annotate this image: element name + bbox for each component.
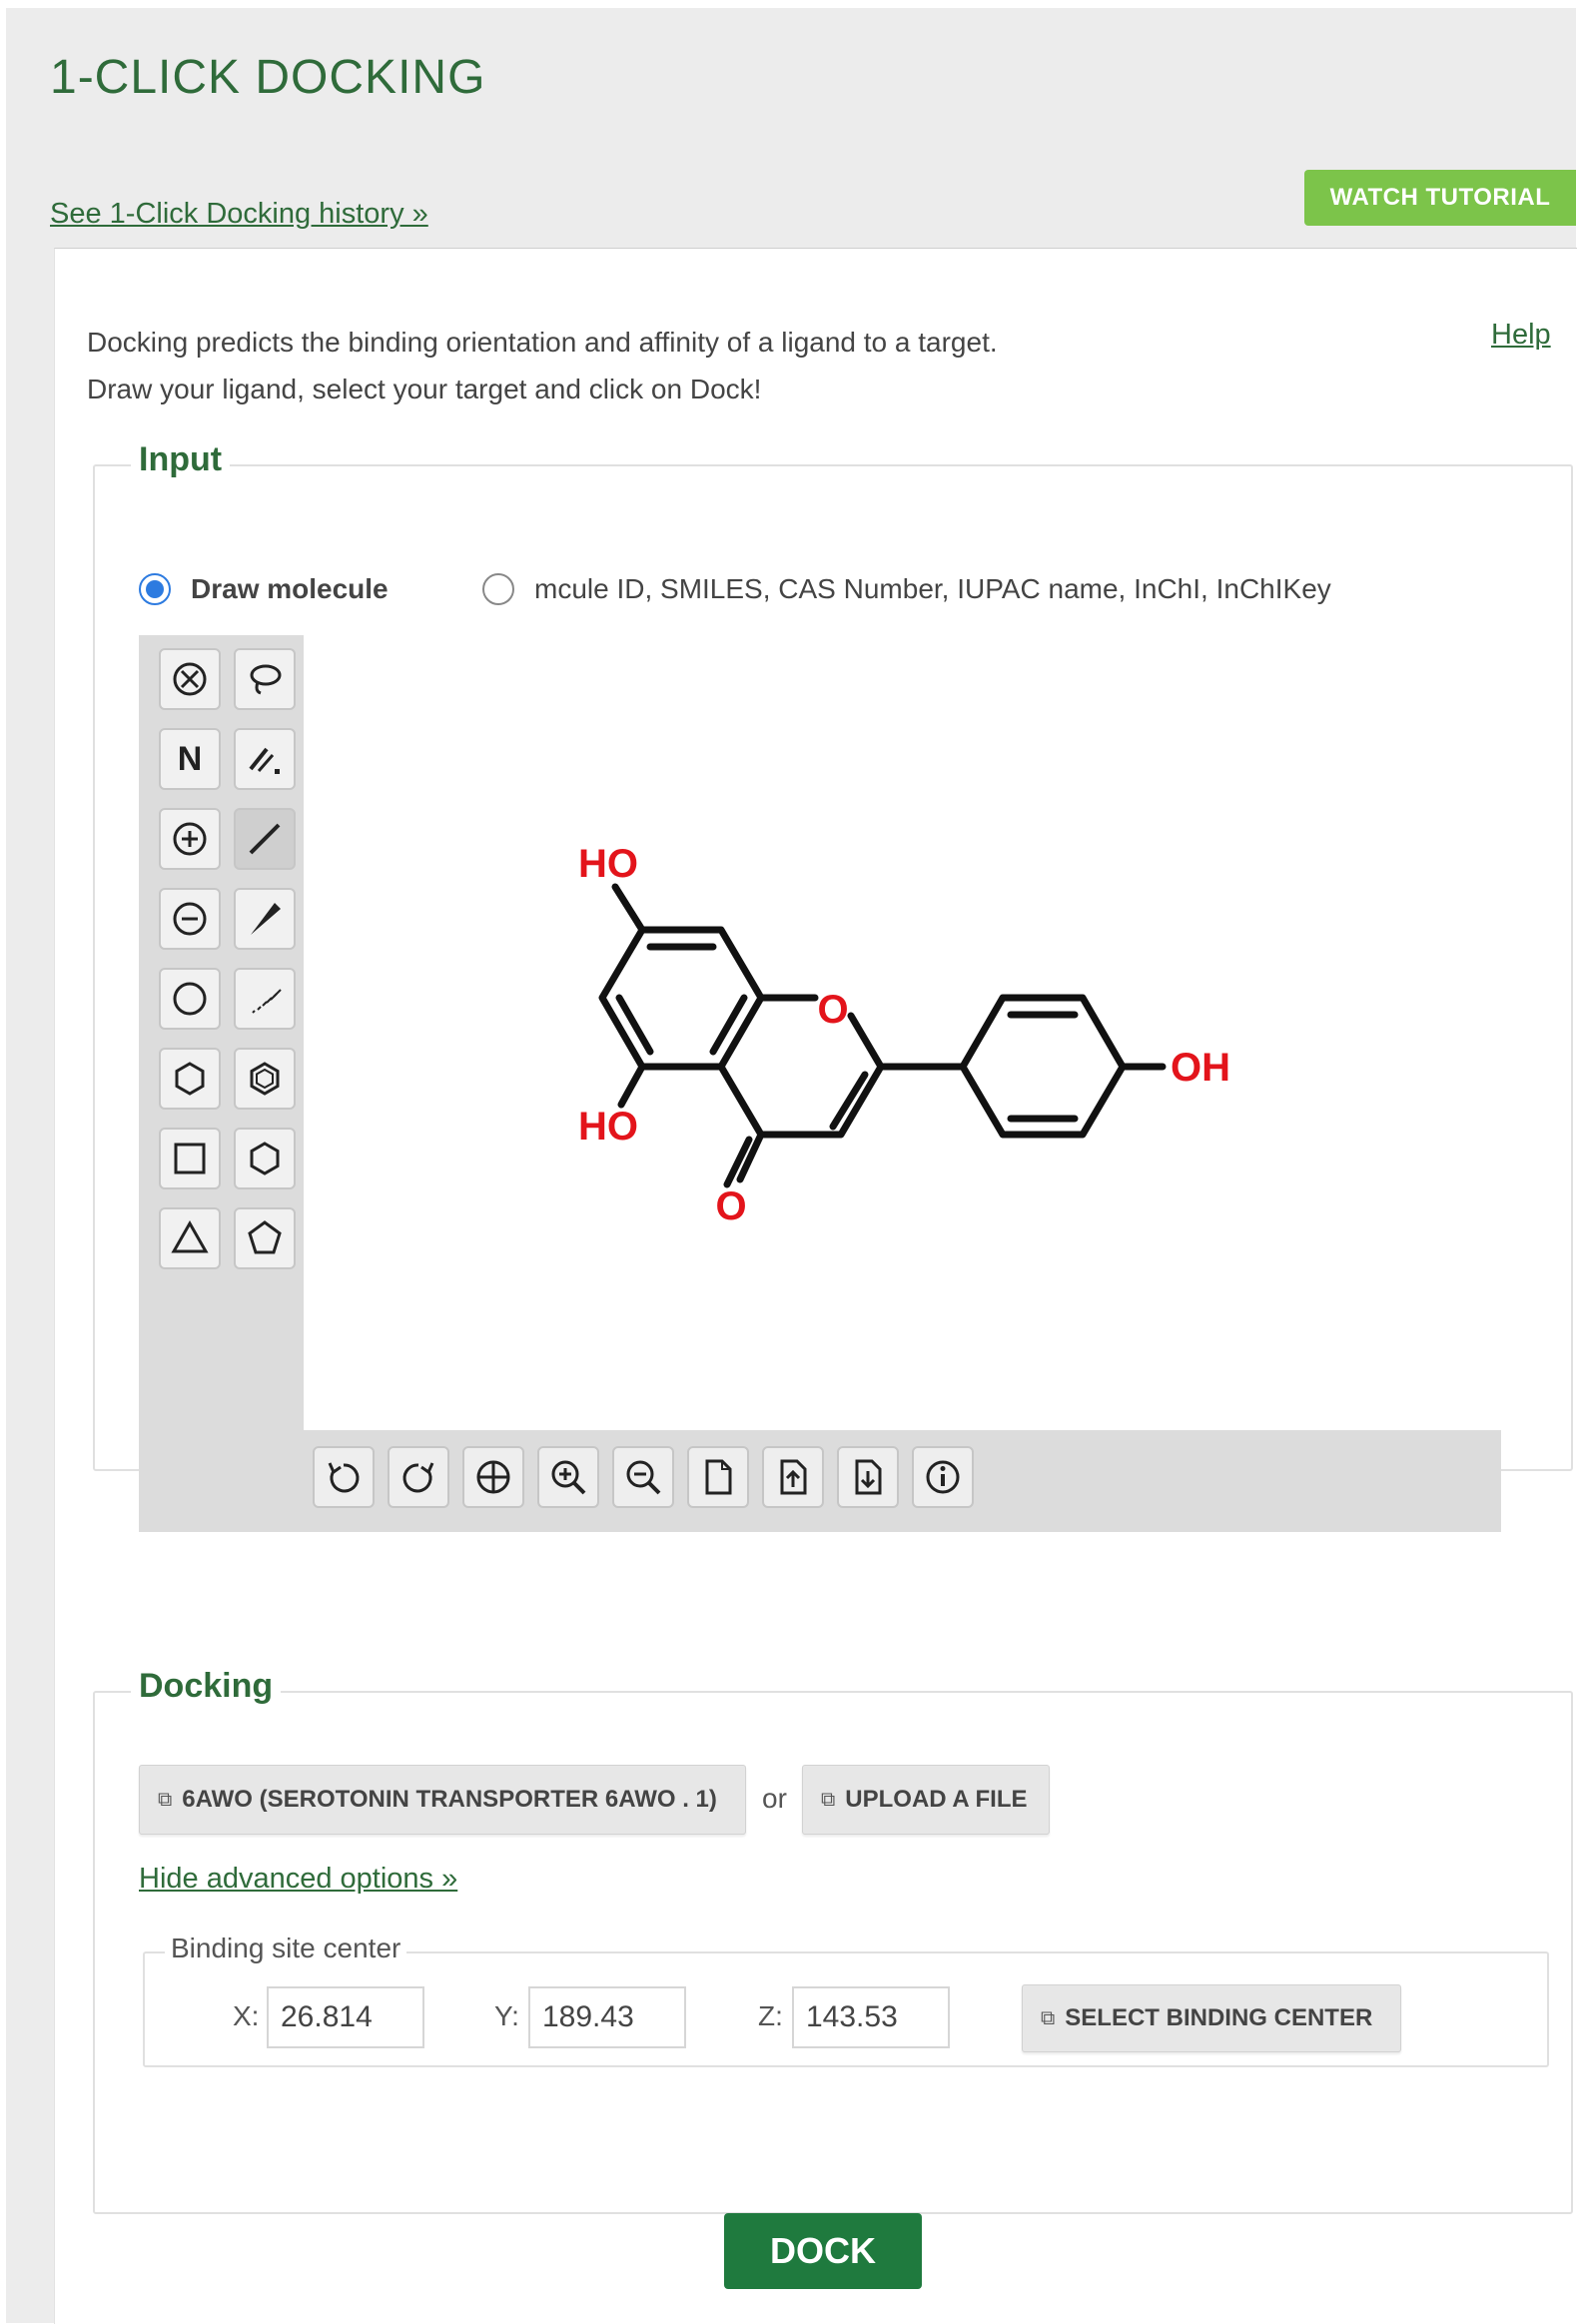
y-label: Y: <box>494 2000 519 2031</box>
benzene-icon[interactable] <box>234 1048 296 1110</box>
intro-text <box>87 319 998 412</box>
editor-left-toolbar <box>139 635 304 1532</box>
zoom-out-icon[interactable] <box>612 1446 674 1508</box>
radio-draw-button[interactable] <box>139 573 171 605</box>
redo-icon[interactable] <box>388 1446 449 1508</box>
chain-icon[interactable] <box>159 968 221 1030</box>
main-card <box>54 248 1577 2324</box>
single-bond-icon[interactable] <box>234 808 296 870</box>
bond-type-icon[interactable] <box>234 728 296 790</box>
docking-history-link[interactable]: See 1-Click Docking history » <box>50 198 428 230</box>
new-document-icon[interactable] <box>687 1446 749 1508</box>
export-icon[interactable] <box>837 1446 899 1508</box>
intro-line-2: Draw your ligand, select your target and click on Dock! <box>87 374 762 404</box>
hashed-bond-icon[interactable] <box>234 968 296 1030</box>
wedge-bond-icon[interactable] <box>234 888 296 950</box>
z-coordinate-input[interactable] <box>792 1986 950 2048</box>
external-link-icon: ⧉ <box>158 1788 173 1811</box>
radio-draw-label: Draw molecule <box>191 573 389 604</box>
input-legend: Input <box>131 440 230 479</box>
info-icon[interactable] <box>912 1446 974 1508</box>
editor-bottom-toolbar <box>304 1430 1501 1532</box>
external-link-icon: ⧉ <box>1041 2006 1056 2029</box>
dock-button[interactable]: DOCK <box>724 2213 922 2289</box>
watch-tutorial-button[interactable]: WATCH TUTORIAL <box>1304 170 1576 226</box>
hexagon-icon[interactable] <box>159 1048 221 1110</box>
molecule-structure <box>304 635 1501 1430</box>
pentagon-icon[interactable] <box>234 1207 296 1269</box>
lasso-icon[interactable] <box>234 648 296 710</box>
hydroxyl-right-label: OH <box>1171 1046 1230 1090</box>
y-coordinate-input[interactable] <box>528 1986 686 2048</box>
undo-icon[interactable] <box>313 1446 375 1508</box>
import-icon[interactable] <box>762 1446 824 1508</box>
target-select-label: 6AWO (SEROTONIN TRANSPORTER 6AWO . 1) <box>182 1786 717 1813</box>
zoom-in-icon[interactable] <box>537 1446 599 1508</box>
or-separator: or <box>762 1783 787 1814</box>
hide-advanced-options-link[interactable]: Hide advanced options » <box>139 1863 458 1895</box>
radio-text-label: mcule ID, SMILES, CAS Number, IUPAC name, InChI, InChIKey <box>534 573 1331 604</box>
z-label: Z: <box>758 2000 783 2031</box>
hydroxyl-bottom-label: HO <box>578 1105 638 1149</box>
atom-n-icon[interactable] <box>159 728 221 790</box>
intro-line-1: Docking predicts the binding orientation and affinity of a ligand to a target. <box>87 327 998 358</box>
select-binding-center-label: SELECT BINDING CENTER <box>1065 2004 1373 2031</box>
upload-file-label: UPLOAD A FILE <box>845 1786 1028 1813</box>
radio-text-button[interactable] <box>482 573 514 605</box>
x-label: X: <box>233 2000 260 2031</box>
hydroxyl-top-label: HO <box>578 842 638 886</box>
triangle-icon[interactable] <box>159 1207 221 1269</box>
external-link-icon: ⧉ <box>821 1788 836 1811</box>
target-select-button[interactable] <box>139 1765 746 1835</box>
carbonyl-oxygen-label: O <box>715 1184 747 1228</box>
page-title: 1-CLICK DOCKING <box>50 51 486 104</box>
help-link[interactable]: Help <box>1491 319 1551 351</box>
ring-oxygen-label: O <box>817 988 849 1032</box>
charge-minus-icon[interactable] <box>159 888 221 950</box>
radio-text-input[interactable] <box>482 573 1331 605</box>
clear-icon[interactable] <box>159 648 221 710</box>
select-binding-center-button[interactable] <box>1022 1984 1401 2052</box>
x-coordinate-input[interactable] <box>267 1986 424 2048</box>
drawing-canvas[interactable] <box>304 635 1501 1430</box>
molecule-editor[interactable] <box>139 635 1501 1532</box>
center-icon[interactable] <box>462 1446 524 1508</box>
atom-n-label: N <box>177 739 203 778</box>
molecule-bonds <box>602 887 1163 1184</box>
radio-draw-molecule[interactable] <box>139 573 389 605</box>
upload-file-button[interactable] <box>802 1765 1050 1835</box>
docking-legend: Docking <box>131 1667 281 1706</box>
charge-plus-icon[interactable] <box>159 808 221 870</box>
binding-site-legend: Binding site center <box>165 1933 406 1964</box>
hexagon-alt-icon[interactable] <box>234 1128 296 1189</box>
square-icon[interactable] <box>159 1128 221 1189</box>
